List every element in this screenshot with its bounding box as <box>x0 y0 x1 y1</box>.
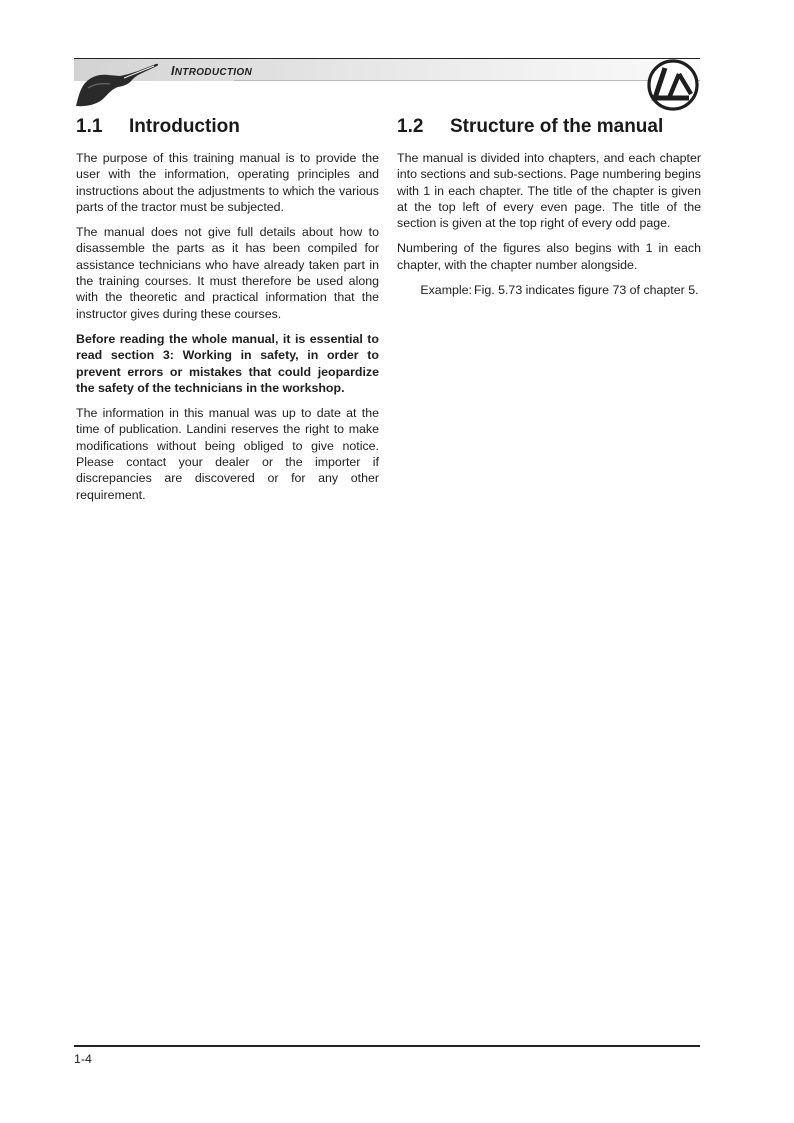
paragraph: The purpose of this training manual is to provide the user with the information, operating principles and instructions about the adjustments to which the various parts of the tractor must be subjected. <box>76 151 379 214</box>
section-heading-introduction: 1.1 Introduction <box>76 116 240 137</box>
footer-rule <box>74 1045 700 1047</box>
example-label: Example: <box>420 283 472 298</box>
example-text: Fig. 5.73 indicates figure 73 of chapter 5. <box>474 283 699 298</box>
paragraph: The manual is divided into chapters, and each chapter into sections and sub-sections. Page numbering begins with 1 in each chapter. The title of the chapter is given at the top left of every even page. The title of the section is given at the top right of every odd page. <box>397 151 701 231</box>
landini-logo <box>645 58 701 112</box>
hand-pointing-icon <box>74 58 162 108</box>
safety-warning-paragraph: Before reading the whole manual, it is essential to read section 3: Working in safety, in order to prevent errors or mistakes that could jeopardize the safety of the technicians in the workshop. <box>76 331 379 395</box>
header-band <box>74 58 700 81</box>
introduction-section <box>76 116 379 512</box>
paragraph: Numbering of the figures also begins with 1 in each chapter, with the chapter number alongside. <box>397 241 701 272</box>
section-heading-structure: 1.2 Structure of the manual <box>397 116 664 137</box>
header-title: INTRODUCTION <box>171 64 252 78</box>
page-number: 1-4 <box>74 1052 92 1066</box>
page-header <box>74 54 700 84</box>
paragraph: The information in this manual was up to date at the time of publication. Landini reserves the right to make modifications without being obliged to give notice. Please contact your dealer or the importer if discrepancies are discovered or for any other requirement. <box>76 406 379 502</box>
paragraph: The manual does not give full details about how to disassemble the parts as it has been compiled for assistance technicians who have already taken part in the training courses. It must therefore be used along with the theoretic and practical information that the instructor gives during these courses. <box>76 225 379 321</box>
header-underline <box>234 80 700 81</box>
structure-section <box>397 116 701 298</box>
example-note <box>397 282 701 298</box>
